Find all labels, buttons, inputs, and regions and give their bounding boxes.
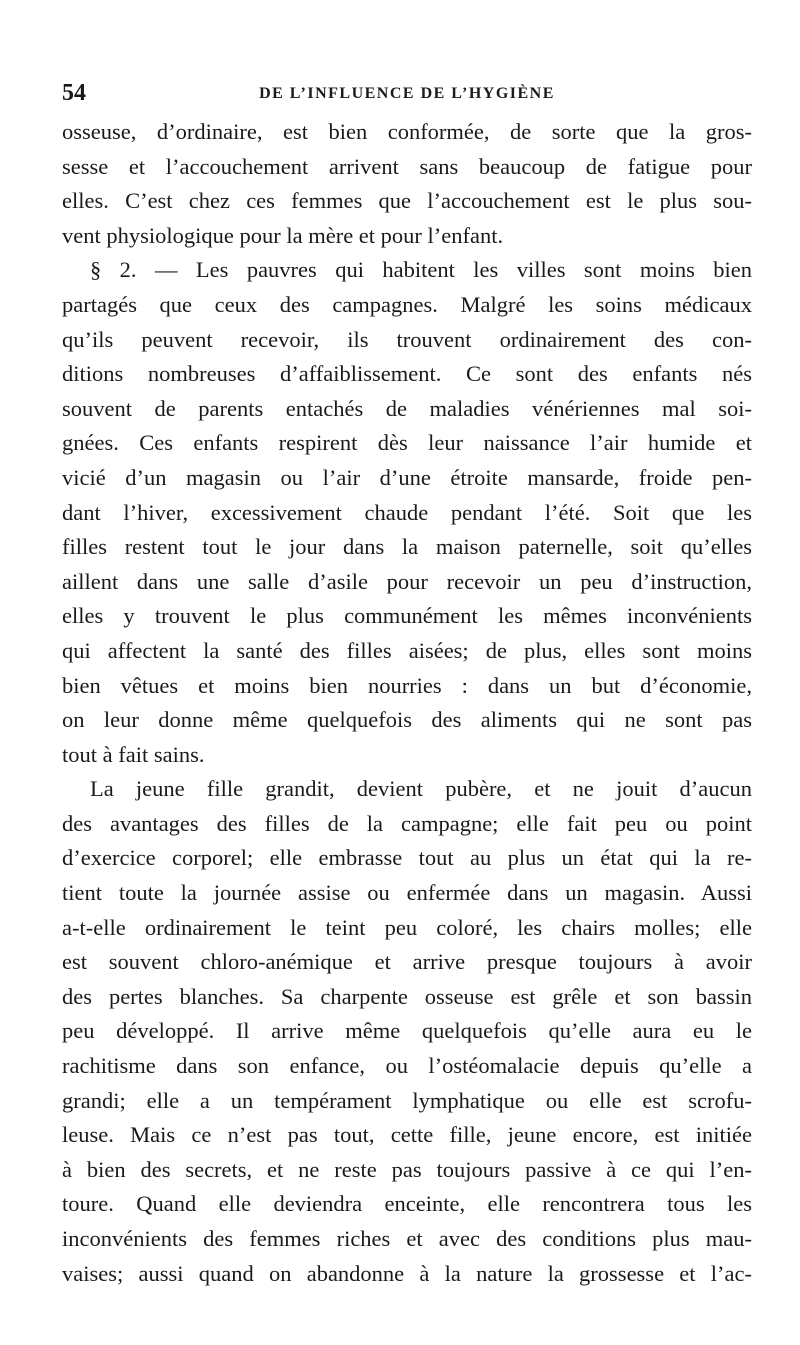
text-line: osseuse, d’ordinaire, est bien conformée, de sorte que la gros- [62, 119, 752, 144]
text-line: vent physiologique pour la mère et pour l’enfant. [62, 222, 504, 248]
text-line: sesse et l’accouchement arrivent sans beaucoup de fatigue pour [62, 153, 752, 179]
text-line: qui affectent la santé des filles aisées; de plus, elles sont moins [62, 637, 752, 663]
text-line: tient toute la journée assise ou enfermée dans un magasin. Aussi [62, 880, 752, 906]
text-line: elles y trouvent le plus communément les mêmes inconvénients [62, 603, 752, 629]
text-line: souvent de parents entachés de maladies vénériennes mal soi- [62, 395, 752, 421]
text-line: rachitisme dans son enfance, ou l’ostéomalacie depuis qu’elle a [62, 1053, 752, 1079]
text-line: ditions nombreuses d’affaiblissement. Ce sont des enfants nés [62, 361, 752, 387]
text-line: dant l’hiver, excessivement chaude pendant l’été. Soit que les [62, 499, 752, 525]
text-line: gnées. Ces enfants respirent dès leur naissance l’air humide et [62, 430, 752, 456]
body-text [62, 115, 752, 1291]
text-line: tout à fait sains. [62, 741, 205, 767]
text-line: toure. Quand elle deviendra enceinte, elle rencontrera tous les [62, 1191, 752, 1217]
text-line: aillent dans une salle d’asile pour recevoir un peu d’instruction, [62, 568, 752, 594]
text-line: elles. C’est chez ces femmes que l’accouchement est le plus sou- [62, 188, 752, 214]
text-line: des avantages des filles de la campagne; elle fait peu ou point [62, 810, 752, 836]
text-line: est souvent chloro-anémique et arrive presque toujours à avoir [62, 949, 752, 975]
text-line: d’exercice corporel; elle embrasse tout au plus un état qui la re- [62, 845, 752, 871]
running-title: DE L’INFLUENCE DE L’HYGIÈNE [259, 85, 555, 102]
text-line: peu développé. Il arrive même quelquefois qu’elle aura eu le [62, 1018, 752, 1044]
text-line: à bien des secrets, et ne reste pas toujours passive à ce qui l’en- [62, 1156, 752, 1182]
text-line: leuse. Mais ce n’est pas tout, cette fille, jeune encore, est initiée [62, 1122, 752, 1148]
text-line: vicié d’un magasin ou l’air d’une étroite mansarde, froide pen- [62, 464, 752, 490]
running-head [62, 80, 752, 110]
text-line: on leur donne même quelquefois des aliments qui ne sont pas [62, 707, 752, 733]
text-line: grandi; elle a un tempérament lymphatique ou elle est scrofu- [62, 1087, 752, 1113]
text-line: des pertes blanches. Sa charpente osseuse est grêle et son bassin [62, 983, 752, 1009]
text-line: vaises; aussi quand on abandonne à la nature la grossesse et l’ac- [62, 1260, 752, 1286]
text-line: partagés que ceux des campagnes. Malgré les soins médicaux [62, 291, 752, 317]
page-number: 54 [62, 80, 86, 106]
text-line: bien vêtues et moins bien nourries : dans un but d’économie, [62, 672, 752, 698]
text-line: inconvénients des femmes riches et avec des conditions plus mau- [62, 1226, 752, 1251]
text-line: filles restent tout le jour dans la maison paternelle, soit qu’elles [62, 534, 752, 560]
text-line: qu’ils peuvent recevoir, ils trouvent ordinairement des con- [62, 326, 752, 352]
text-line: La jeune fille grandit, devient pubère, et ne jouit d’aucun [90, 776, 752, 802]
text-line: § 2. — Les pauvres qui habitent les villes sont moins bien [90, 257, 752, 283]
text-line: a-t-elle ordinairement le teint peu coloré, les chairs molles; elle [62, 914, 752, 940]
